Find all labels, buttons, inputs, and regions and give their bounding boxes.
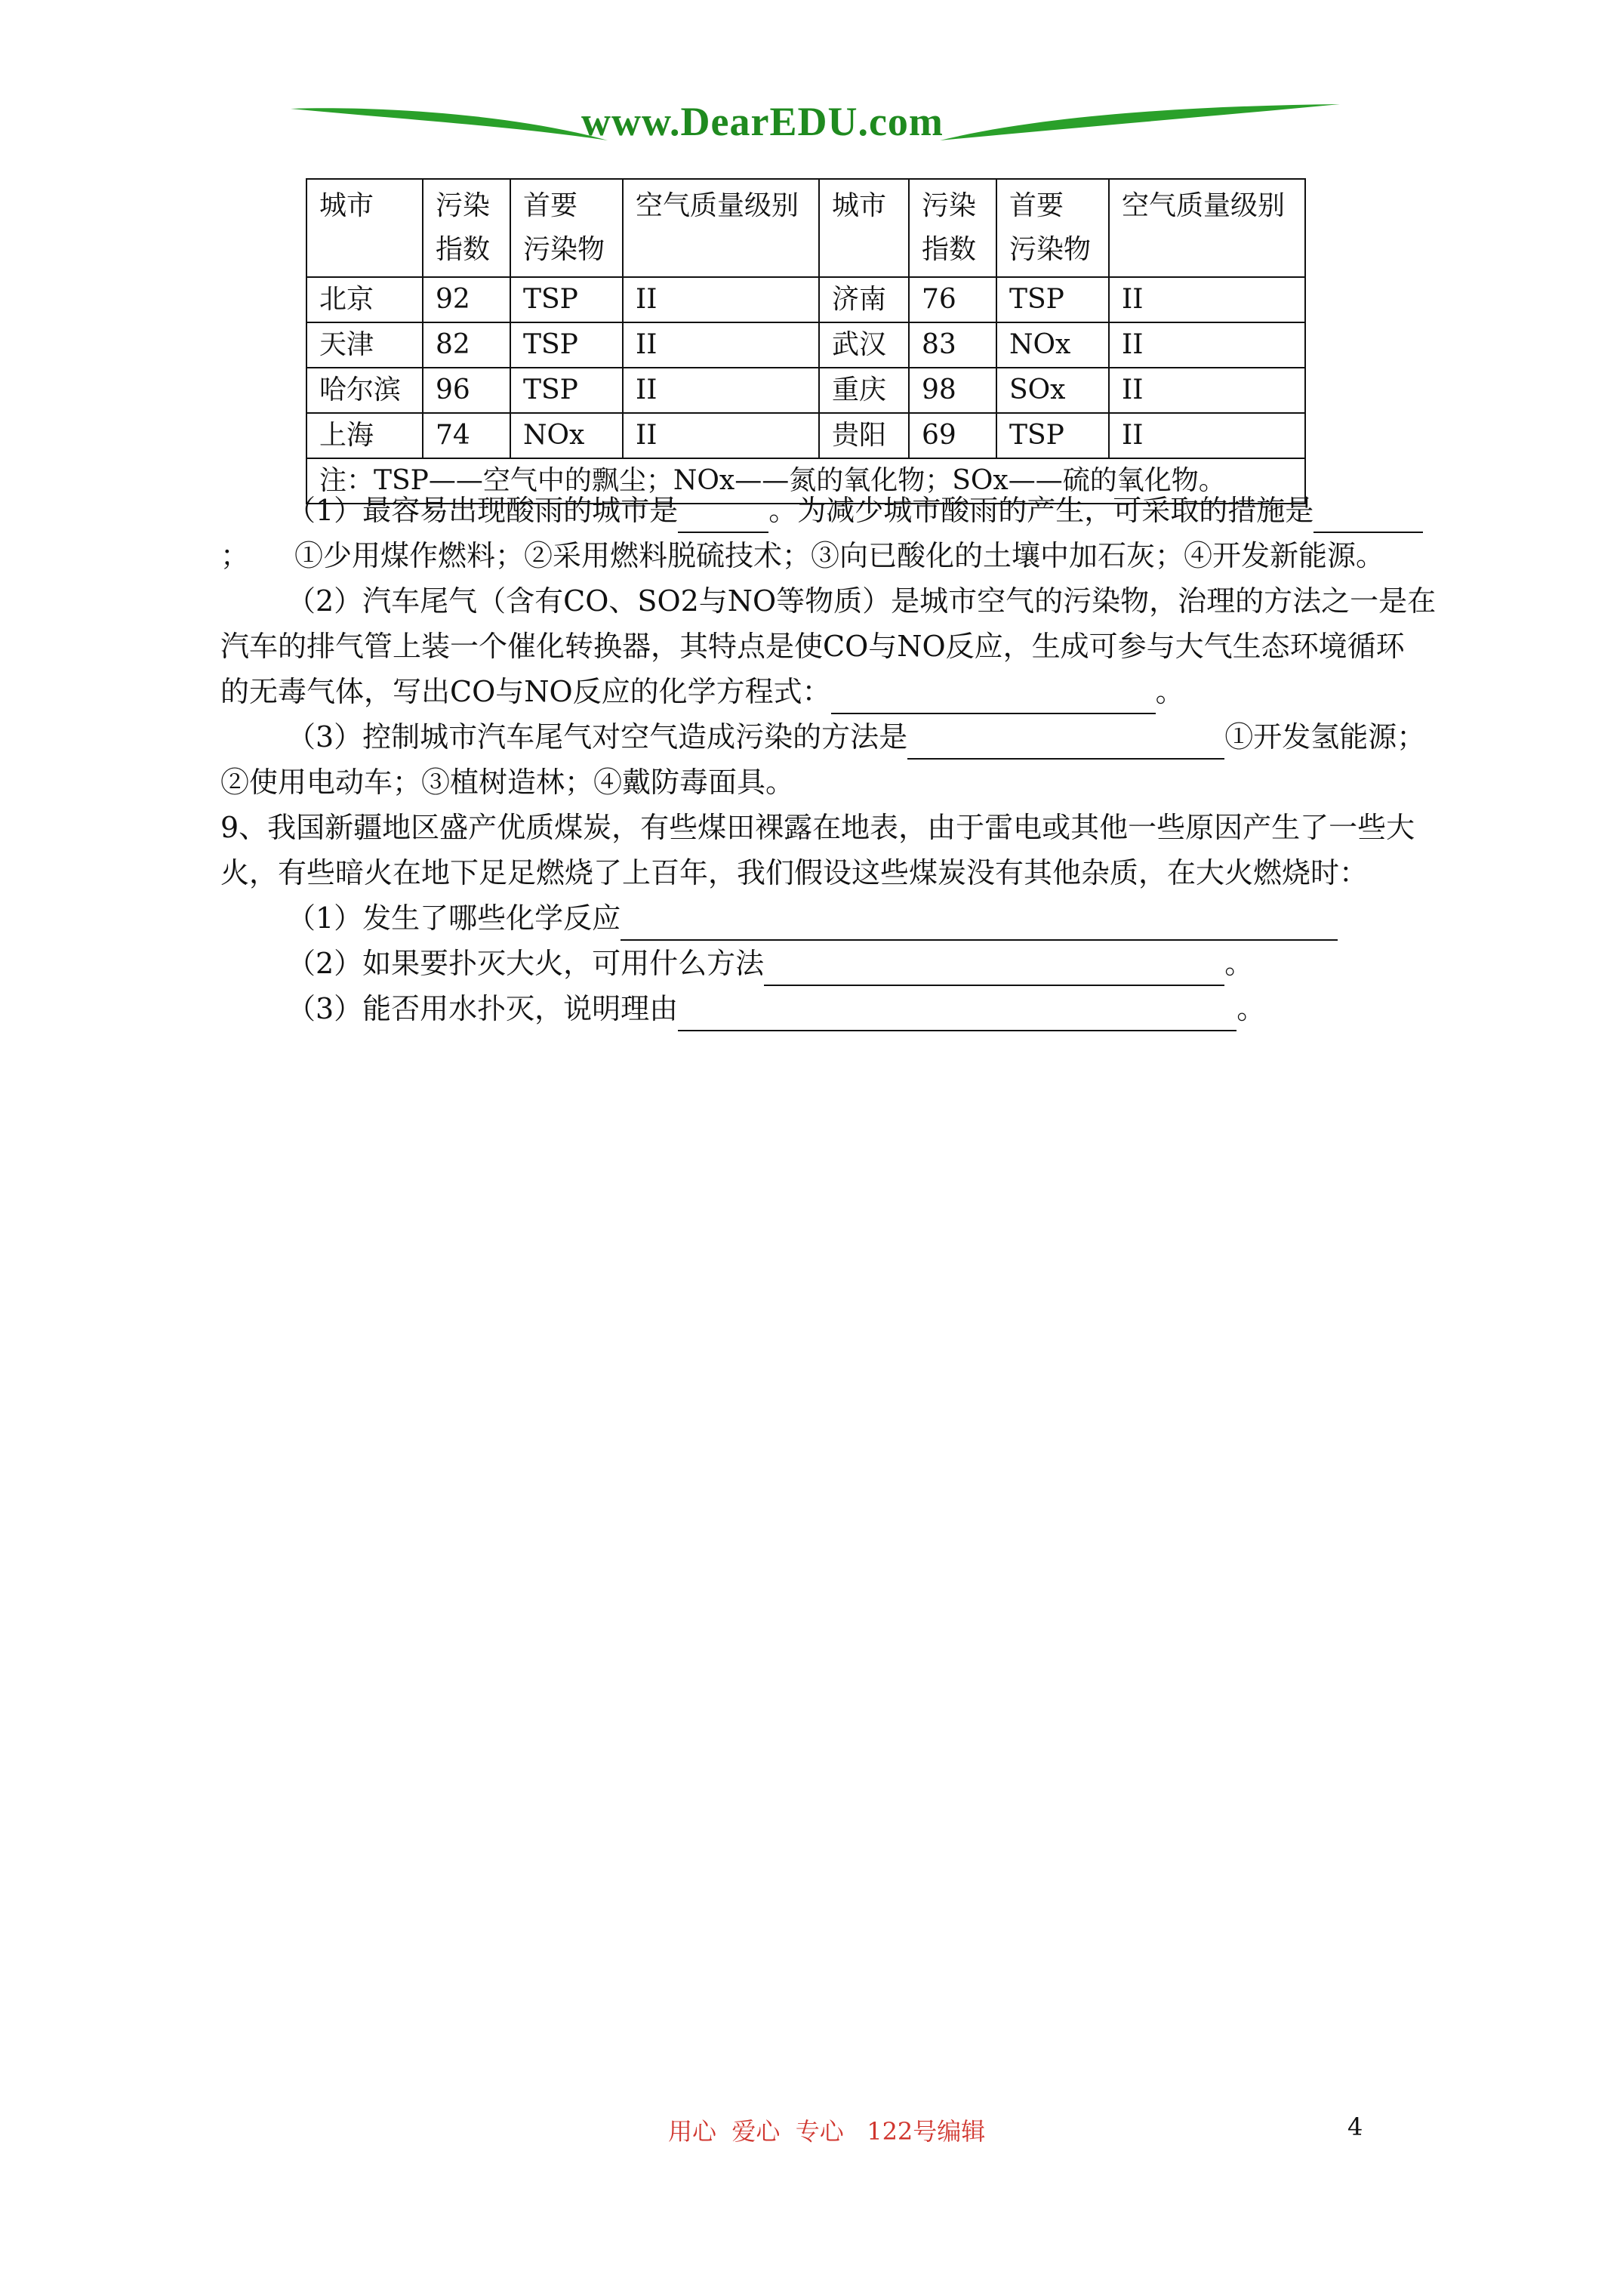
header-cell: 污染 指数	[423, 179, 510, 277]
table-header-row	[306, 179, 1305, 277]
q9-s2-end: 。	[1224, 947, 1254, 980]
answer-blank[interactable]	[621, 906, 1338, 941]
cell: II	[623, 413, 819, 458]
answer-blank[interactable]	[678, 498, 768, 533]
pollution-table	[306, 178, 1306, 504]
q9-s3-end: 。	[1236, 992, 1266, 1025]
cell: 重庆	[819, 368, 909, 413]
q8-p2-prompt: 的无毒气体，写出CO与NO反应的化学方程式：	[220, 675, 831, 708]
cell: 96	[423, 368, 510, 413]
header-cell: 城市	[819, 179, 909, 277]
table-row	[306, 322, 1305, 368]
q9-sub3	[220, 986, 1451, 1031]
table-note: 注：TSP——空气中的飘尘；NOx——氮的氧化物；SOx——硫的氧化物。	[306, 458, 1305, 504]
cell: 上海	[306, 413, 423, 458]
cell: 76	[909, 277, 996, 322]
table-row	[306, 277, 1305, 322]
q8-part2-line3	[220, 669, 1451, 714]
cell: 济南	[819, 277, 909, 322]
header-cell: 空气质量级别	[1109, 179, 1305, 277]
cell: 武汉	[819, 322, 909, 368]
cell: SOx	[996, 368, 1109, 413]
cell: II	[623, 277, 819, 322]
q8-options: ①少用煤作燃料；②采用燃料脱硫技术；③向已酸化的土壤中加石灰；④开发新能源。	[294, 539, 1385, 572]
q8-part3-line2: ②使用电动车；③植树造林；④戴防毒面具。	[220, 766, 795, 799]
q8-p1-end: ；	[220, 539, 250, 572]
q9-line1: 9、我国新疆地区盛产优质煤炭，有些煤田裸露在地表，由于雷电或其他一些原因产生了一些大	[220, 811, 1415, 844]
q8-p1-text2: 。为减少城市酸雨的产生，可采取的措施是	[768, 494, 1314, 527]
cell: 69	[909, 413, 996, 458]
cell: 北京	[306, 277, 423, 322]
cell: 98	[909, 368, 996, 413]
cell: 82	[423, 322, 510, 368]
cell: 74	[423, 413, 510, 458]
header-cell: 首要 污染物	[996, 179, 1109, 277]
q9-line2: 火，有些暗火在地下足足燃烧了上百年，我们假设这些煤炭没有其他杂质，在大火燃烧时：	[220, 856, 1369, 889]
answer-blank[interactable]	[907, 725, 1224, 760]
cell: TSP	[510, 277, 623, 322]
cell: TSP	[996, 277, 1109, 322]
cell: TSP	[510, 322, 623, 368]
q9-sub2	[220, 941, 1451, 986]
answer-blank[interactable]	[1313, 498, 1423, 533]
cell: 83	[909, 322, 996, 368]
page-number: 4	[1347, 2113, 1363, 2141]
q8-p3-text: （3）控制城市汽车尾气对空气造成污染的方法是	[287, 720, 908, 754]
cell: II	[1109, 277, 1305, 322]
answer-blank[interactable]	[678, 997, 1236, 1031]
q8-part2-line1: （2）汽车尾气（含有CO、SO2与NO等物质）是城市空气的污染物，治理的方法之一是在	[287, 584, 1437, 618]
header-cell: 污染 指数	[909, 179, 996, 277]
site-url: www.DearEDU.com	[581, 99, 944, 144]
q8-part3	[220, 714, 1451, 760]
q9-sub1	[220, 895, 1451, 941]
cell: II	[623, 368, 819, 413]
answer-blank[interactable]	[831, 680, 1156, 714]
cell: II	[1109, 413, 1305, 458]
cell: II	[1109, 368, 1305, 413]
cell: TSP	[510, 368, 623, 413]
cell: NOx	[510, 413, 623, 458]
cell: 哈尔滨	[306, 368, 423, 413]
q8-p1-text: （1）最容易出现酸雨的城市是	[287, 494, 679, 527]
q9-s1-text: （1）发生了哪些化学反应	[287, 901, 621, 935]
cell: 天津	[306, 322, 423, 368]
cell: II	[1109, 322, 1305, 368]
q8-p2-end: 。	[1155, 675, 1184, 708]
q8-p3-options: ①开发氢能源；	[1224, 720, 1426, 754]
table-row	[306, 413, 1305, 458]
cell: II	[623, 322, 819, 368]
q8-part2-line2: 汽车的排气管上装一个催化转换器，其特点是使CO与NO反应，生成可参与大气生态环境循环	[220, 630, 1405, 663]
cell: 92	[423, 277, 510, 322]
answer-blank[interactable]	[764, 951, 1224, 986]
cell: 贵阳	[819, 413, 909, 458]
cell: NOx	[996, 322, 1109, 368]
q9-s3-text: （3）能否用水扑灭，说明理由	[287, 992, 679, 1025]
header-cell: 首要 污染物	[510, 179, 623, 277]
header-cell: 空气质量级别	[623, 179, 819, 277]
footer-text: 用心 爱心 专心 122号编辑	[668, 2117, 986, 2146]
q9-s2-text: （2）如果要扑灭大火，可用什么方法	[287, 947, 765, 980]
cell: TSP	[996, 413, 1109, 458]
table-row	[306, 368, 1305, 413]
header-cell: 城市	[306, 179, 423, 277]
